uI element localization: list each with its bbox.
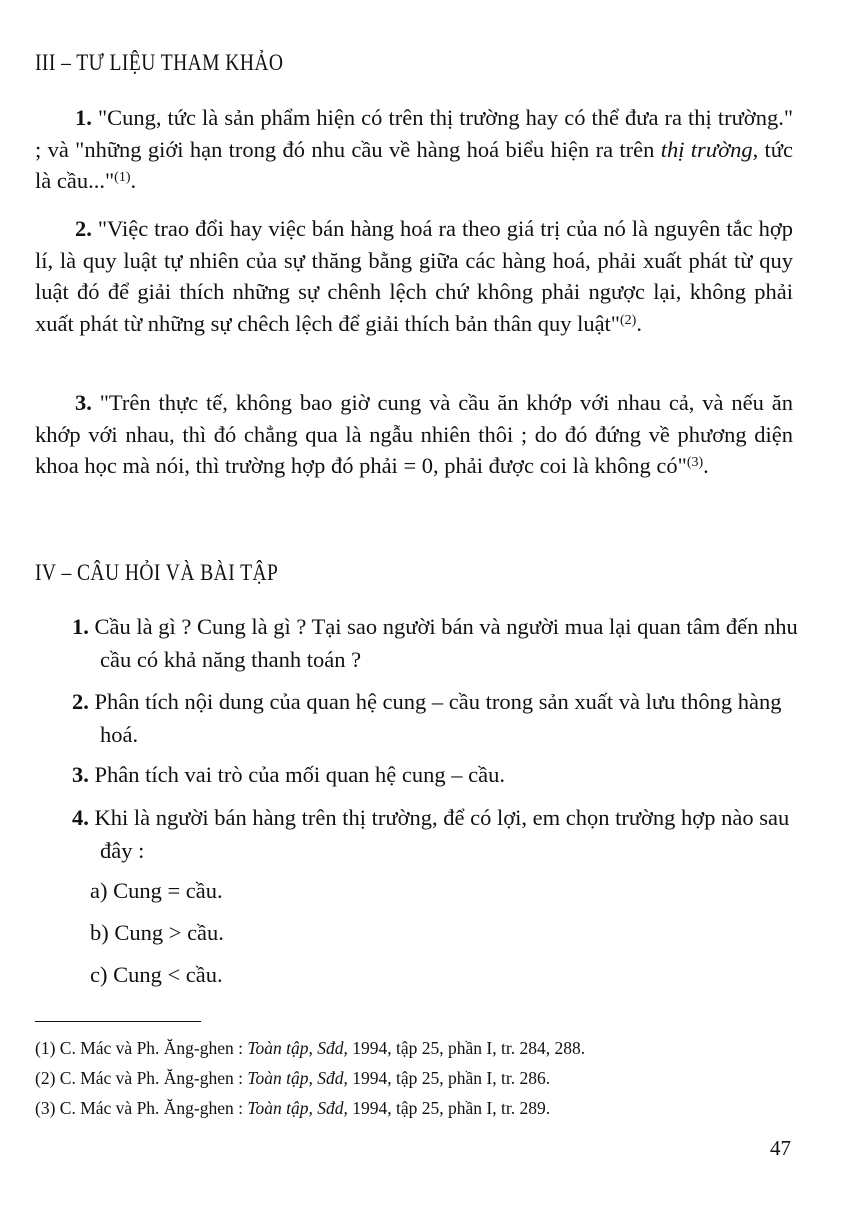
quote-number: 3. <box>75 390 92 415</box>
quote-number: 1. <box>75 105 92 130</box>
question-4 <box>72 802 822 867</box>
footnote-2 <box>35 1068 795 1089</box>
footnote-author: C. Mác và Ph. Ăng-ghen : <box>55 1038 248 1058</box>
question-number: 1. <box>72 614 89 639</box>
question-text: Phân tích vai trò của mối quan hệ cung – cầu. <box>94 762 506 787</box>
quote-end: . <box>636 310 642 336</box>
footnote-ref[interactable]: (1) <box>114 170 131 185</box>
footnote-mark: (1) <box>35 1038 56 1058</box>
question-number: 3. <box>72 762 89 787</box>
quote-number: 2. <box>75 216 92 241</box>
footnote-mark: (3) <box>35 1098 56 1118</box>
footnote-title: Toàn tập, Sđd, <box>247 1098 348 1118</box>
option-a: a) Cung = cầu. <box>90 878 223 903</box>
quote-text: "Trên thực tế, không bao giờ cung và cầu ăn khớp với nhau cả, và nếu ăn khớp với nhau, thì đó chẳng qua là ngẫu nhiên thôi ; do đó đứng về phương diện khoa học mà nói, thì trường hợp đó phải = 0, phải được coi là không có" <box>35 390 793 478</box>
question-3 <box>72 759 822 792</box>
quote-2 <box>35 213 793 339</box>
footnote-1 <box>35 1038 795 1059</box>
footnote-title: Toàn tập, Sđd, <box>247 1038 348 1058</box>
section-heading-4: IV – CÂU HỎI VÀ BÀI TẬP <box>35 560 279 585</box>
question-text: Khi là người bán hàng trên thị trường, để có lợi, em chọn trường hợp nào sau đây : <box>94 805 790 863</box>
quote-1 <box>35 102 793 197</box>
quote-text: "Cung, tức là sản phẩm hiện có trên thị trường hay có thể đưa ra thị trường." ; và "những giới hạn trong đó nhu cầu về hàng hoá biểu hiện ra trên <box>35 105 793 162</box>
quote-end: . <box>130 168 137 193</box>
option-c: c) Cung < cầu. <box>90 962 223 987</box>
footnote-author: C. Mác và Ph. Ăng-ghen : <box>55 1098 248 1118</box>
question-text: Cầu là gì ? Cung là gì ? Tại sao người bán và người mua lại quan tâm đến nhu cầu có khả năng thanh toán ? <box>94 614 798 672</box>
footnote-ref[interactable]: (3) <box>686 455 704 470</box>
question-text: Phân tích nội dung của quan hệ cung – cầu trong sản xuất và lưu thông hàng hoá. <box>94 689 782 747</box>
footnote-divider <box>35 1021 201 1022</box>
footnote-detail: 1994, tập 25, phần I, tr. 284, 288. <box>347 1038 586 1058</box>
question-number: 4. <box>72 805 89 830</box>
footnote-author: C. Mác và Ph. Ăng-ghen : <box>55 1068 248 1088</box>
footnote-detail: 1994, tập 25, phần I, tr. 286. <box>347 1068 551 1088</box>
footnote-detail: 1994, tập 25, phần I, tr. 289. <box>347 1098 551 1118</box>
question-number: 2. <box>72 689 89 714</box>
quote-text: "Việc trao đổi hay việc bán hàng hoá ra theo giá trị của nó là nguyên tắc hợp lí, là quy luật tự nhiên của sự thăng bằng giữa các hàng hoá, phải xuất phát từ quy luật đó để giải thích những sự chênh lệch chứ không phải ngược lại, không phải xuất phát từ những sự chêch lệch để giải thích bản thân quy luật" <box>35 216 794 336</box>
footnote-title: Toàn tập, Sđd, <box>247 1068 348 1088</box>
question-2 <box>72 686 822 751</box>
quote-end: . <box>703 453 709 478</box>
option-b: b) Cung > cầu. <box>90 920 224 945</box>
quote-3 <box>35 387 793 482</box>
page-number: 47 <box>770 1136 791 1160</box>
footnote-3 <box>35 1098 795 1119</box>
footnote-mark: (2) <box>35 1068 56 1088</box>
quote-italic: thị trường, <box>660 136 759 162</box>
section-heading-3: III – TƯ LIỆU THAM KHẢO <box>35 50 284 75</box>
question-1 <box>72 611 822 676</box>
footnote-ref[interactable]: (2) <box>620 312 637 328</box>
quote-text: tức là cầu..." <box>35 136 793 193</box>
